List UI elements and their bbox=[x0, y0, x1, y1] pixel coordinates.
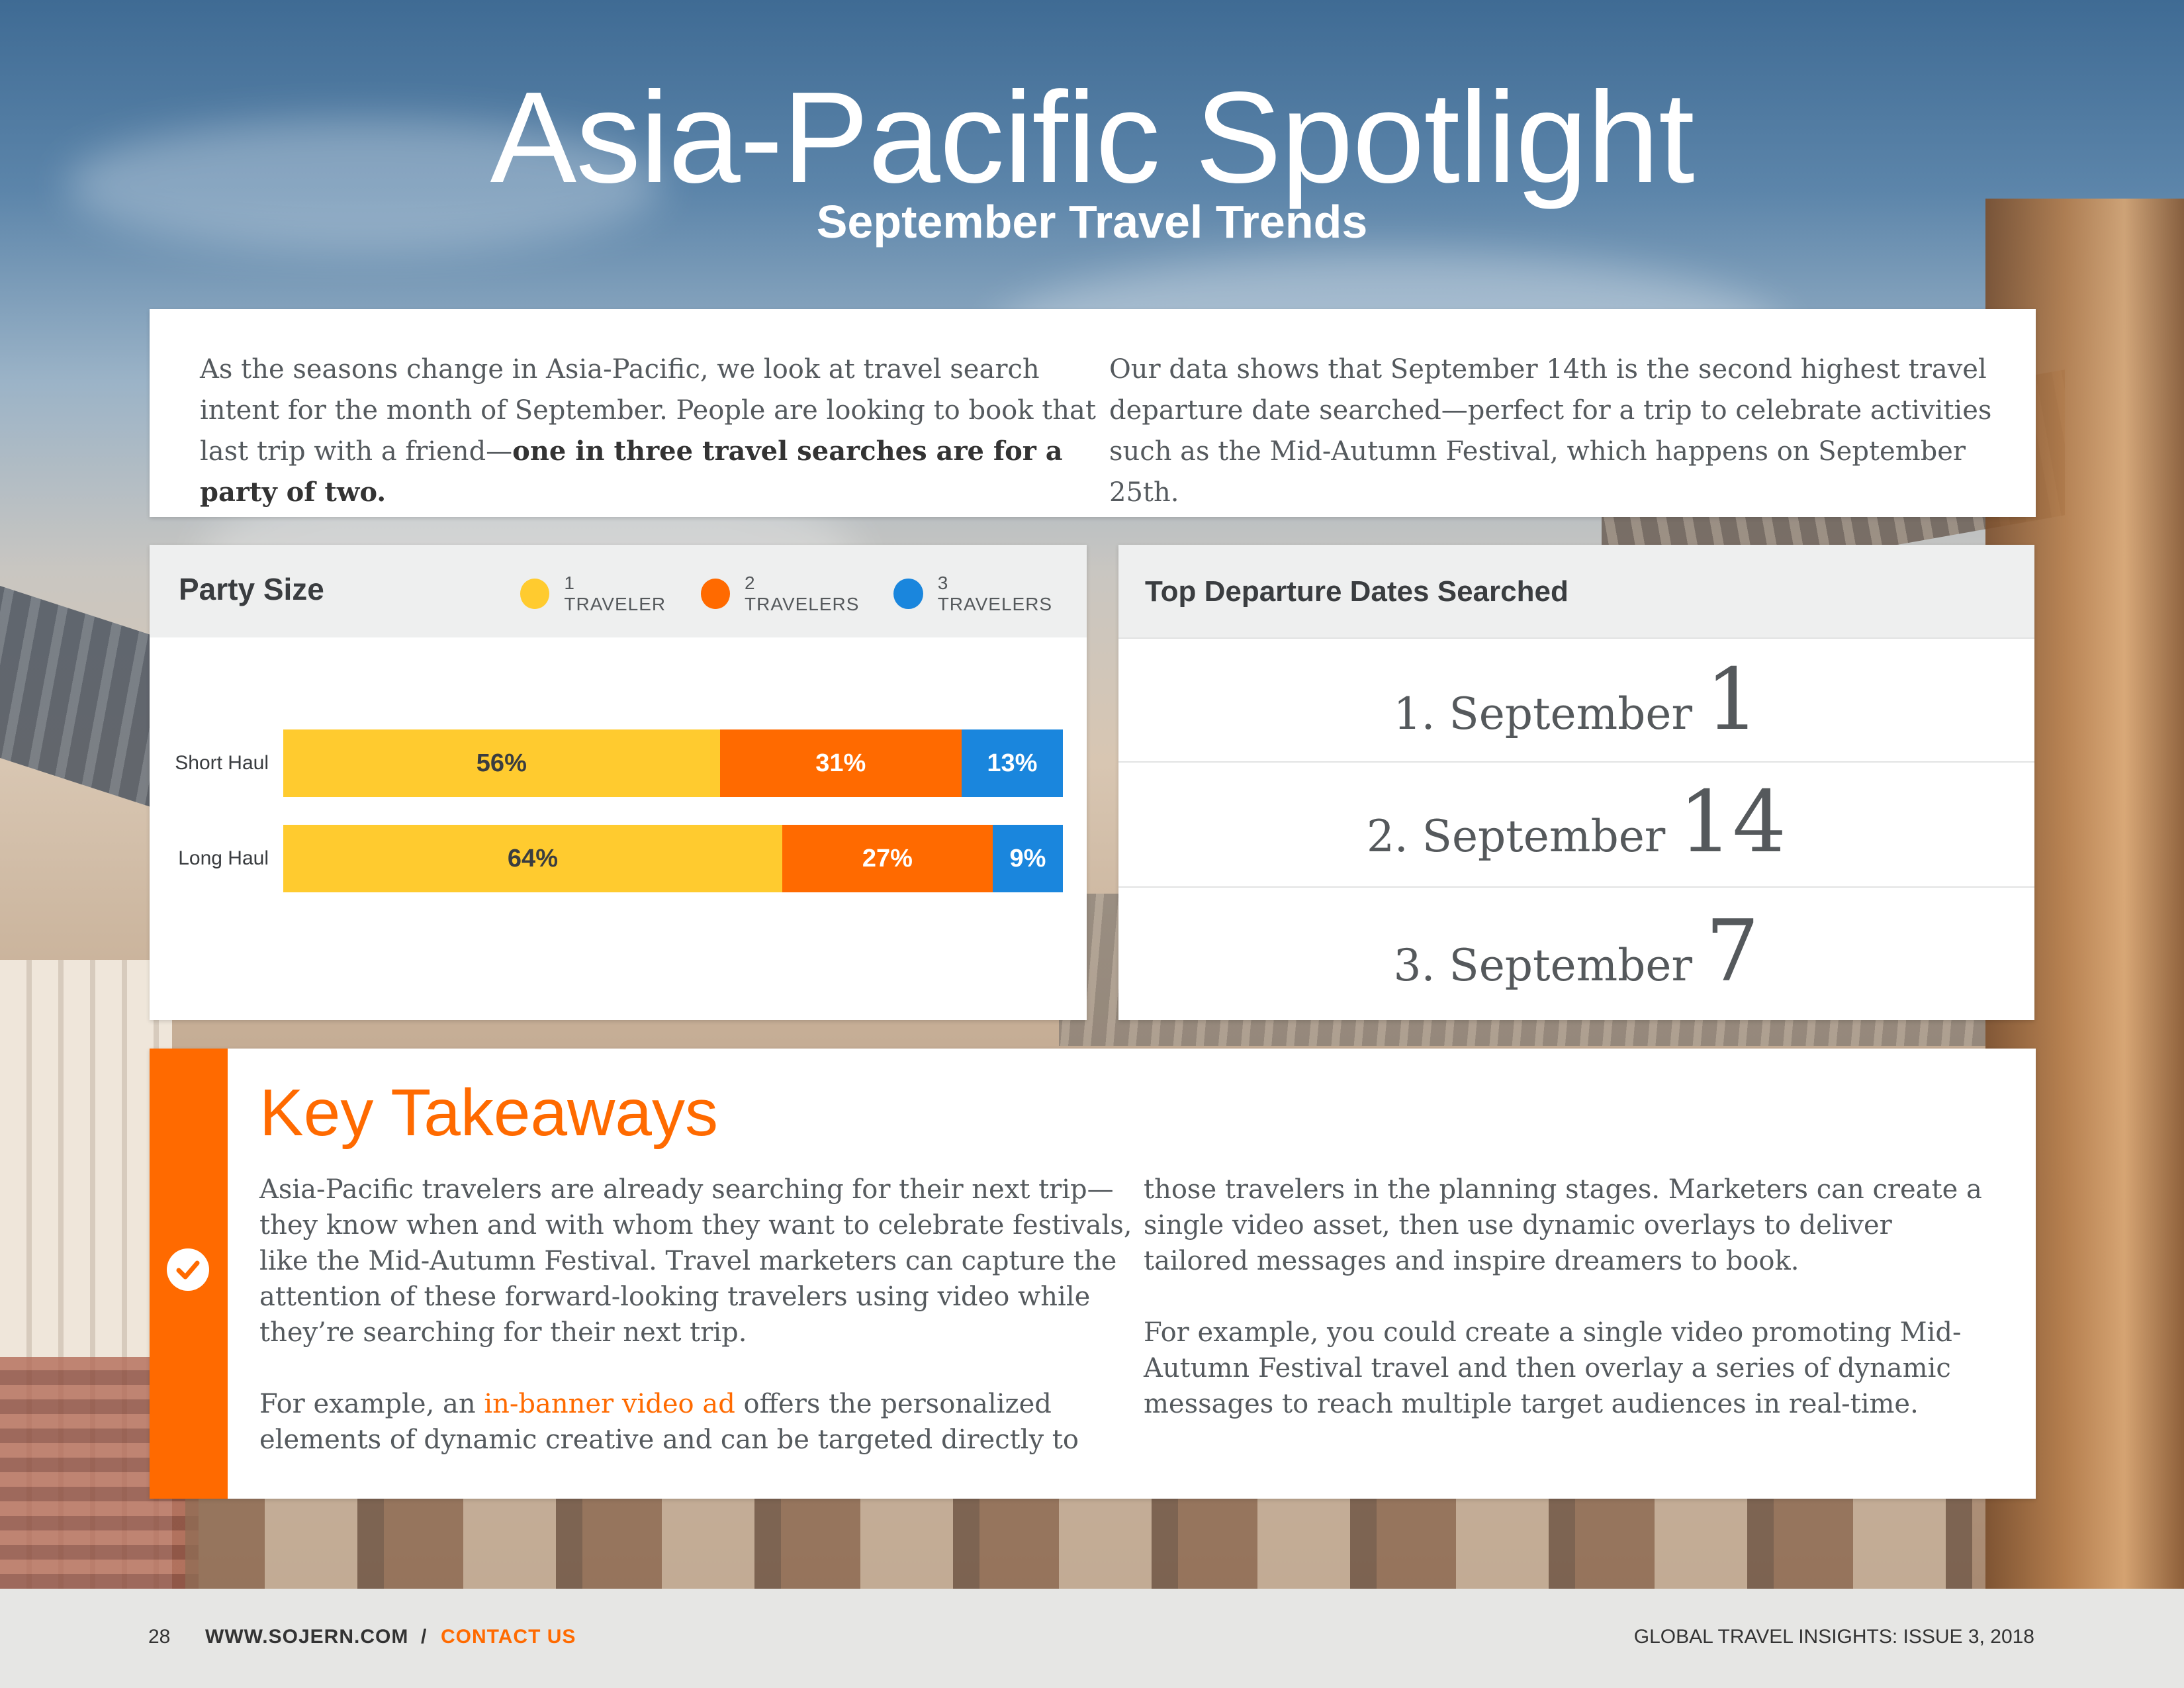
party-size-card bbox=[150, 545, 1087, 1020]
party-size-title: Party Size bbox=[179, 572, 324, 606]
bar-segment: 27% bbox=[782, 825, 993, 892]
intro-column-1 bbox=[200, 349, 1100, 513]
legend-dot-3-travelers bbox=[893, 579, 923, 609]
legend-label: 1 TRAVELER bbox=[564, 573, 666, 614]
intro-highlight: one in three travel searches are for a party of two. bbox=[200, 436, 1063, 508]
departure-dates-card bbox=[1118, 545, 2034, 1020]
takeaways-column-1 bbox=[259, 1172, 1146, 1493]
checkmark-icon bbox=[167, 1248, 209, 1291]
bar-segment: 31% bbox=[720, 729, 962, 797]
departure-title: Top Departure Dates Searched bbox=[1145, 575, 1569, 608]
key-takeaways-box bbox=[150, 1049, 2036, 1499]
footer-separator: / bbox=[421, 1626, 427, 1648]
party-size-header bbox=[150, 545, 1087, 637]
legend-dot-2-travelers bbox=[701, 579, 730, 609]
page-number: 28 bbox=[148, 1626, 171, 1648]
footer bbox=[0, 1589, 2184, 1688]
intro-box bbox=[150, 309, 2036, 517]
issue-label: GLOBAL TRAVEL INSIGHTS: ISSUE 3, 2018 bbox=[1633, 1626, 2034, 1648]
category-label: Long Haul bbox=[178, 847, 269, 869]
departure-item-day: 1 bbox=[1706, 651, 1760, 749]
legend-dot-1-traveler bbox=[520, 579, 549, 609]
departure-item-1 bbox=[1118, 651, 2034, 749]
legend-label: 3 TRAVELERS bbox=[937, 573, 1053, 614]
departure-item-label: 1. September bbox=[1393, 688, 1693, 739]
stacked-bar bbox=[283, 729, 1063, 797]
page-subtitle: September Travel Trends bbox=[816, 196, 1368, 248]
departure-header bbox=[1118, 545, 2034, 637]
legend-label: 2 TRAVELERS bbox=[745, 573, 860, 614]
bar-segment: 56% bbox=[283, 729, 720, 797]
divider bbox=[1118, 761, 2034, 763]
in-banner-video-ad-link[interactable]: in-banner video ad bbox=[484, 1389, 735, 1419]
departure-item-day: 7 bbox=[1706, 902, 1760, 1001]
bar-segment: 9% bbox=[993, 825, 1063, 892]
departure-item-2 bbox=[1118, 773, 2034, 872]
contact-us-link[interactable]: CONTACT US bbox=[441, 1626, 576, 1648]
page-title: Asia-Pacific Spotlight bbox=[490, 65, 1694, 210]
departure-item-3 bbox=[1118, 902, 2034, 1001]
takeaways-paragraph-3: For example, you could create a single video promoting Mid-Autumn Festival travel and then overlay a series of dynamic messages to reach multiple target audiences in real-time. bbox=[1144, 1317, 1962, 1419]
legend-item-3-travelers bbox=[893, 573, 1064, 615]
takeaways-text: offers the personalized elements of dynamic creative and can be targeted directly to bbox=[259, 1389, 1079, 1455]
takeaways-paragraph-2-cont: those travelers in the planning stages. Marketers can create a single video asset, then use dynamic overlays to deliver tailored messages and inspire dreamers to book. bbox=[1144, 1174, 1982, 1276]
departure-item-label: 3. September bbox=[1393, 940, 1693, 991]
intro-column-2: Our data shows that September 14th is the second highest travel departure date searched—perfect for a trip to celebrate activities such as the Mid-Autumn Festival, which happens on September 25th. bbox=[1109, 354, 1992, 508]
category-label: Short Haul bbox=[175, 752, 269, 774]
departure-item-day: 14 bbox=[1678, 773, 1787, 872]
chart-legend bbox=[520, 573, 1087, 615]
departure-item-label: 2. September bbox=[1366, 811, 1666, 862]
divider bbox=[1118, 886, 2034, 888]
legend-item-2-travelers bbox=[701, 573, 872, 615]
bar-segment: 13% bbox=[962, 729, 1063, 797]
takeaways-paragraph-2 bbox=[259, 1386, 1146, 1458]
takeaways-paragraph-1: Asia-Pacific travelers are already searching for their next trip—they know when and with whom they want to celebrate festivals, like the Mid-Autumn Festival. Travel marketers can capture the attention of these forward-looking travelers using video while they’re searching for their next trip. bbox=[259, 1174, 1132, 1348]
takeaways-column-2 bbox=[1144, 1172, 2004, 1458]
intro-text-1: As the seasons change in Asia-Pacific, we look at travel search intent for the month of September. People are looking to book that last trip with a friend— bbox=[200, 354, 1096, 467]
bar-segment: 64% bbox=[283, 825, 782, 892]
legend-item-1-traveler bbox=[520, 573, 678, 615]
takeaways-title: Key Takeaways bbox=[259, 1076, 718, 1150]
divider bbox=[1118, 637, 2034, 639]
takeaways-text: For example, an bbox=[259, 1389, 484, 1419]
stacked-bar bbox=[283, 825, 1063, 892]
website-link[interactable]: WWW.SOJERN.COM bbox=[205, 1626, 409, 1648]
